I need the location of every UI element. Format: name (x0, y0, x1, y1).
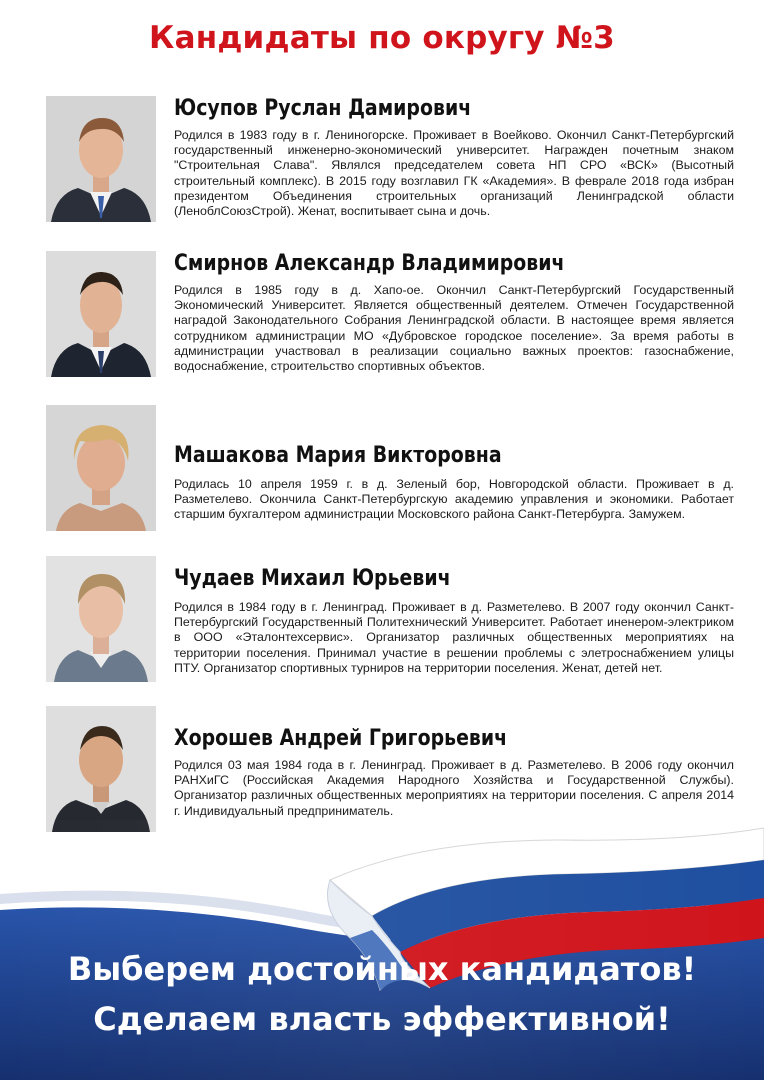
candidate-photo (46, 706, 156, 832)
candidate-name: Хорошев Андрей Григорьевич (174, 726, 508, 751)
candidate-name: Юсупов Руслан Дамирович (174, 96, 472, 121)
slogan-line-2: Сделаем власть эффективной! (93, 1000, 671, 1038)
candidate-bio: Родился 03 мая 1984 года в г. Ленинград. Проживает в д. Разметелево. В 2006 году окончил РАНХиГС (Российская Академия Народного Хозяйства и Государственной Службы). Организатор различных общественных мероприятиях на территории поселения. С апреля 2014 г. Индивидуальный предприниматель. (174, 758, 734, 818)
candidate-bio: Родился в 1983 году в г. Лениногорске. Проживает в Воейково. Окончил Санкт-Петербургский государственный инженерно-экономический университет. Награжден почетным знаком "Строительная Слава". Являлся председателем совета НП СРО «ВСК» (Высотный строительный комплекс). В 2015 году возглавил ГК «Академия». В феврале 2018 года избран президентом Объединения строительных организаций Ленинградской области (ЛеноблСоюзСтрой). Женат, воспитывает сына и дочь. (174, 128, 734, 219)
candidate-photo (46, 251, 156, 377)
candidate-photo (46, 405, 156, 531)
candidate-photo (46, 556, 156, 682)
candidate-bio: Родился в 1985 году в д. Хапо-ое. Окончил Санкт-Петербургский Государственный Экономический Университет. Является общественный деятелем. Отмечен Государственной наградой Законодательного Собрания Ленинградской области. В настоящее время является сотрудником администрации МО «Дубровское городское поселение». За время работы в администрации участвовал в реализации социально важных проектов: газоснабжение, водоснабжение, строительство спортивных объектов. (174, 283, 734, 374)
candidate-name: Машакова Мария Викторовна (174, 443, 502, 468)
candidate-name: Смирнов Александр Владимирович (174, 251, 565, 276)
slogan-line-1: Выберем достойных кандидатов! (67, 950, 697, 988)
candidate-name: Чудаев Михаил Юрьевич (174, 566, 451, 591)
page-title: Кандидаты по округу №3 (149, 20, 615, 56)
candidate-bio: Родился в 1984 году в г. Ленинград. Проживает в д. Разметелево. В 2007 году окончил Санкт-Петербургский Государственный Политехнический Университет. Работает иненером-электриком в ООО «Эталонтехсервис». Организатор различных общественных мероприятиях на территории поселения. Принимал участие в решении проблемы с элетроснабжением улицы ПТУ. Организатор спортивных турниров на территории поселения. Женат, детей нет. (174, 600, 734, 675)
footer-banner (0, 820, 764, 1080)
candidate-bio: Родилась 10 апреля 1959 г. в д. Зеленый бор, Новгородской области. Проживает в д. Разметелево. Окончила Санкт-Петербургскую академию управления и экономики. Работает старшим бухгалтером администрации Московского района Санкт-Петербурга. Замужем. (174, 477, 734, 522)
candidate-photo (46, 96, 156, 222)
